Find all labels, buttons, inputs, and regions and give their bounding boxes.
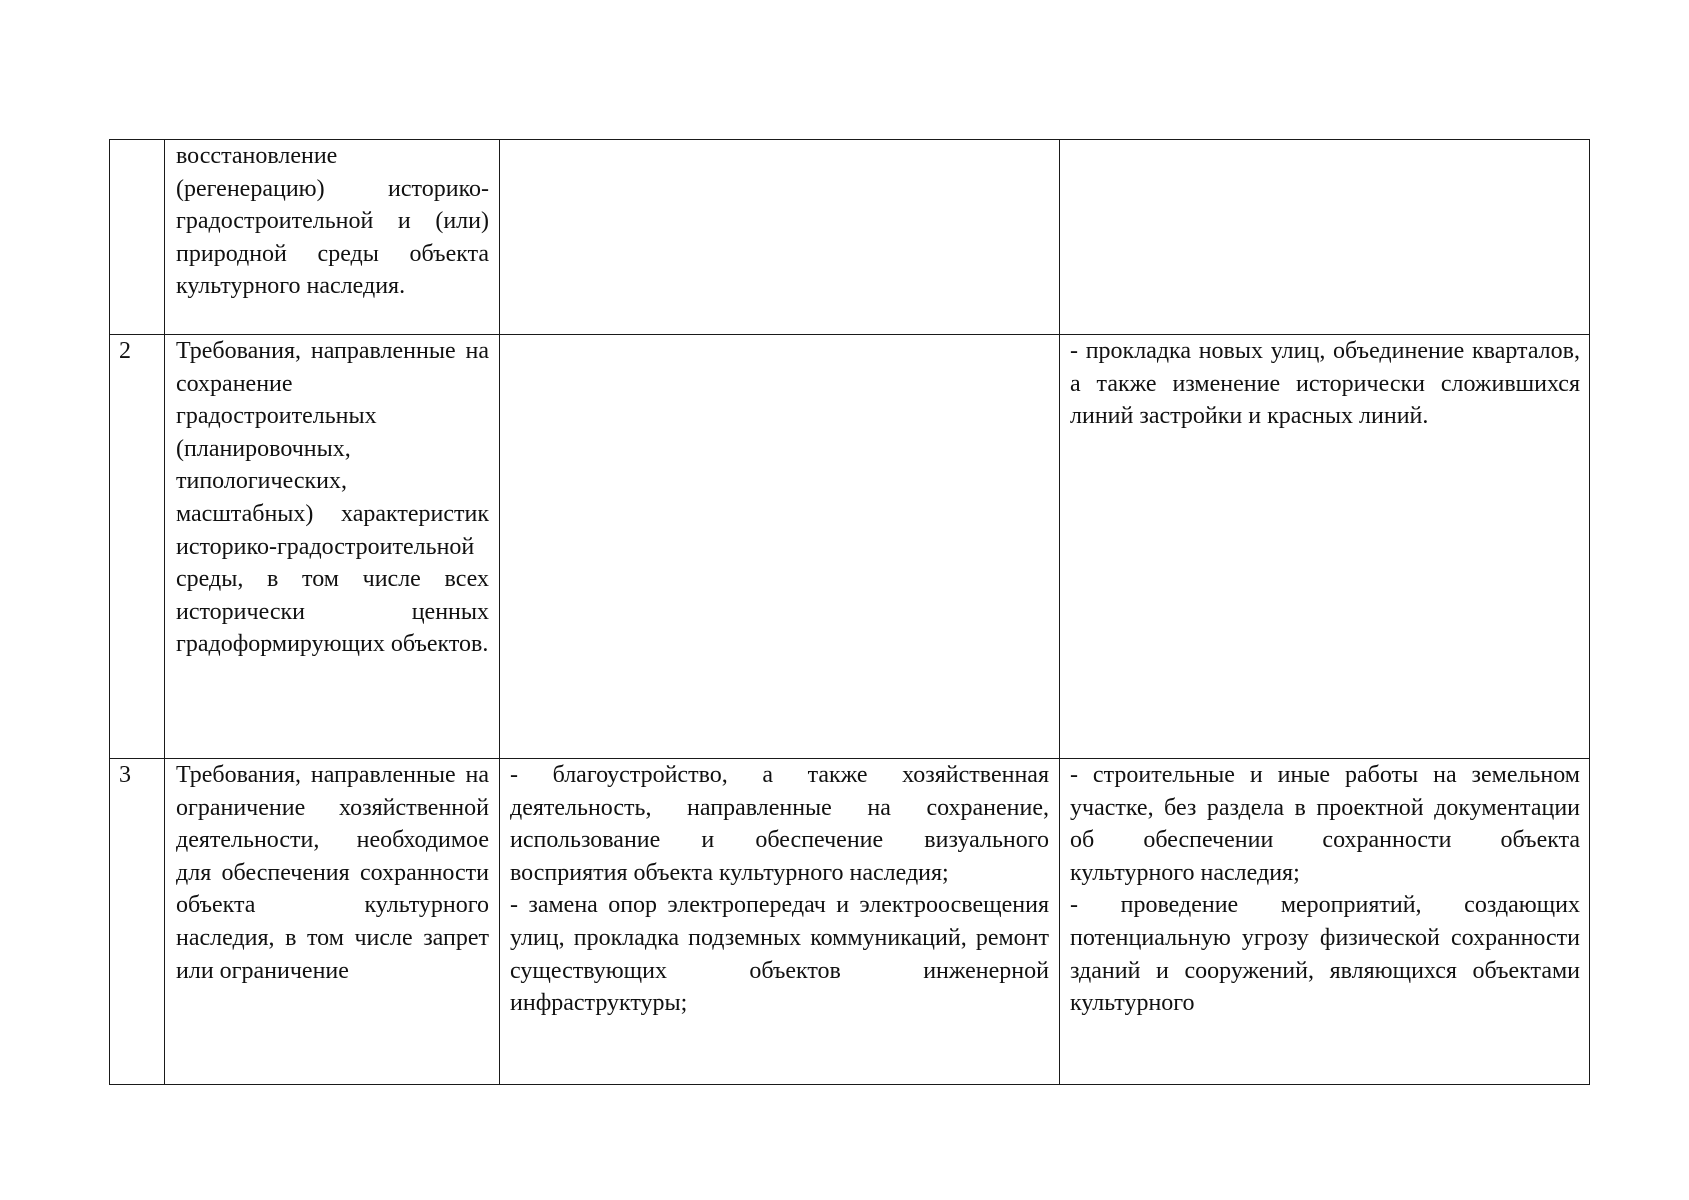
permitted-cell <box>500 140 1060 335</box>
table-row <box>110 759 1590 1085</box>
requirement-name-text: Требования, направленные на сохранение градостроительных (планировочных, типологических, масштабных) характеристик историко-градостроительной среды, в том числе всех исторически ценных градоформирующих объектов. <box>176 338 489 658</box>
prohibited-item: - строительные и иные работы на земельном участке, без раздела в проектной документации об обеспечении сохранности объекта культурного наследия; <box>1070 762 1580 886</box>
permitted-cell <box>500 759 1060 1085</box>
row-number: 2 <box>110 335 165 759</box>
prohibited-item: - прокладка новых улиц, объединение кварталов, а также изменение исторически сложившихся линий застройки и красных линий. <box>1070 338 1580 430</box>
prohibited-cell <box>1060 335 1590 759</box>
permitted-item: - замена опор электропередач и электроосвещения улиц, прокладка подземных коммуникаций, ремонт существующих объектов инженерной инфраструктуры; <box>510 892 1049 1017</box>
requirements-table <box>109 139 1590 1085</box>
prohibited-cell <box>1060 140 1590 335</box>
prohibited-cell <box>1060 759 1590 1085</box>
permitted-item: - благоустройство, а также хозяйственная деятельность, направленные на сохранение, использование и обеспечение визуального восприятия объекта культурного наследия; <box>510 762 1049 886</box>
table-row <box>110 335 1590 759</box>
requirement-name-text: восстановление (регенерацию) историко-градостроительной и (или) природной среды объекта культурного наследия. <box>176 143 489 300</box>
prohibited-item: - проведение мероприятий, создающих потенциальную угрозу физической сохранности зданий и сооружений, являющихся объектами культурного <box>1070 892 1580 1017</box>
table-row <box>110 140 1590 335</box>
requirement-name <box>165 759 500 1085</box>
requirement-name <box>165 140 500 335</box>
requirement-name <box>165 335 500 759</box>
permitted-cell <box>500 335 1060 759</box>
row-number <box>110 140 165 335</box>
row-number: 3 <box>110 759 165 1085</box>
requirement-name-text: Требования, направленные на ограничение хозяйственной деятельности, необходимое для обеспечения сохранности объекта культурного наследия, в том числе запрет или ограничение <box>176 762 489 984</box>
